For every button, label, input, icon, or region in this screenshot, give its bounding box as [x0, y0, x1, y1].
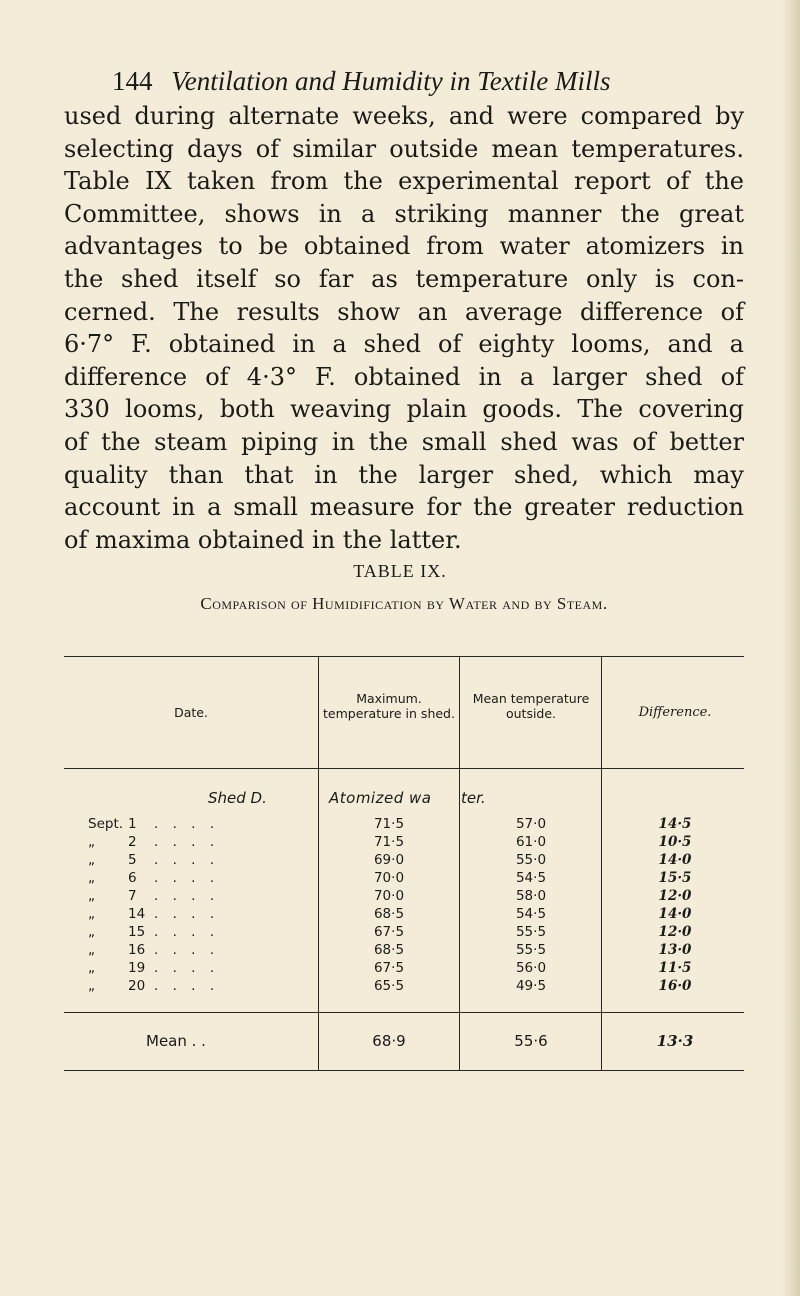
max-temp-cell: 67·5 [373, 960, 405, 976]
body-line: cerned. The results show an average difference of [64, 297, 744, 326]
date-cell: Sept. 1 . . . . [88, 816, 220, 832]
body-line: 330 looms, both weaving plain goods. The covering [64, 395, 744, 424]
max-temp-cell: 67·5 [373, 924, 405, 940]
section-method-part2: ter. [461, 789, 486, 807]
body-line: the shed itself so far as temperature only is con- [64, 264, 744, 293]
body-line: quality than that in the larger shed, which may [64, 460, 744, 489]
body-line: advantages to be obtained from water atomizers in [64, 232, 744, 261]
mean-difference-cell: 13·3 [656, 1032, 694, 1050]
date-cell: „ 15 . . . . [88, 924, 220, 940]
date-cell: „ 20 . . . . [88, 978, 220, 994]
column-rule [318, 656, 319, 1070]
difference-cell: 12·0 [658, 924, 692, 940]
mean-label: Mean . . [146, 1032, 206, 1050]
mean-temp-cell: 61·0 [515, 834, 547, 850]
running-title: Ventilation and Humidity in Textile Mills [171, 66, 611, 96]
date-cell: „ 2 . . . . [88, 834, 220, 850]
difference-cell: 11·5 [658, 960, 692, 976]
max-temp-cell: 71·5 [373, 816, 405, 832]
max-temp-cell: 69·0 [373, 852, 405, 868]
header-date: Date. [174, 704, 208, 720]
difference-cell: 15·5 [658, 870, 692, 886]
mean-temp-cell: 55·5 [515, 942, 547, 958]
body-line: account in a small measure for the greater reduction [64, 493, 744, 522]
column-rule [459, 656, 460, 1070]
max-temp-cell: 68·5 [373, 906, 405, 922]
table-top-rule [64, 656, 744, 657]
max-temp-cell: 71·5 [373, 834, 405, 850]
body-line: of the steam piping in the small shed was of better [64, 427, 744, 456]
header-mean-temp: Mean temperature outside. [472, 691, 590, 721]
difference-cell: 16·0 [658, 978, 692, 994]
difference-cell: 13·0 [658, 942, 692, 958]
body-line: 6·7° F. obtained in a shed of eighty looms, and a [64, 330, 744, 359]
section-method-part1: Atomized wa [329, 789, 432, 807]
table-bottom-rule [64, 1070, 744, 1071]
body-line: used during alternate weeks, and were compared by [64, 102, 744, 130]
section-shed: Shed D. [208, 789, 267, 807]
date-cell: „ 6 . . . . [88, 870, 220, 886]
body-line: selecting days of similar outside mean temperatures. [64, 134, 744, 163]
max-temp-cell: 70·0 [373, 888, 405, 904]
date-cell: „ 14 . . . . [88, 906, 220, 922]
mean-temp-cell: 54·5 [515, 870, 547, 886]
date-cell: „ 7 . . . . [88, 888, 220, 904]
header-max-temp: Maximum. temperature in shed. [323, 691, 455, 721]
header-rule [64, 768, 744, 769]
table-caption: Comparison of Humidification by Water and by Steam. [200, 594, 608, 613]
mean-temp-cell: 55·0 [515, 852, 547, 868]
body-line: Table IX taken from the experimental report of the [64, 167, 744, 196]
body-rule [64, 1012, 744, 1013]
max-temp-cell: 68·5 [373, 942, 405, 958]
difference-cell: 12·0 [658, 888, 692, 904]
max-temp-cell: 65·5 [373, 978, 405, 994]
difference-cell: 10·5 [658, 834, 692, 850]
difference-cell: 14·0 [658, 906, 692, 922]
mean-temp-cell: 57·0 [515, 816, 547, 832]
mean-max-temp-cell: 68·9 [372, 1032, 406, 1050]
page-number: 144 [112, 66, 153, 96]
mean-temp-cell: 49·5 [515, 978, 547, 994]
body-line: difference of 4·3° F. obtained in a larger shed of [64, 362, 744, 391]
table-label: TABLE IX. [353, 561, 447, 581]
mean-temp-cell: 56·0 [515, 960, 547, 976]
difference-cell: 14·5 [658, 816, 692, 832]
mean-temp-cell: 55·5 [515, 924, 547, 940]
mean-temp-cell: 58·0 [515, 888, 547, 904]
body-line: of maxima obtained in the latter. [64, 525, 462, 554]
header-difference: Difference. [638, 704, 712, 720]
date-cell: „ 5 . . . . [88, 852, 220, 868]
max-temp-cell: 70·0 [373, 870, 405, 886]
column-rule [601, 656, 602, 1070]
mean-mean-temp-cell: 55·6 [514, 1032, 548, 1050]
mean-temp-cell: 54·5 [515, 906, 547, 922]
difference-cell: 14·0 [658, 852, 692, 868]
body-line: Committee, shows in a striking manner the great [64, 199, 744, 228]
date-cell: „ 16 . . . . [88, 942, 220, 958]
date-cell: „ 19 . . . . [88, 960, 220, 976]
